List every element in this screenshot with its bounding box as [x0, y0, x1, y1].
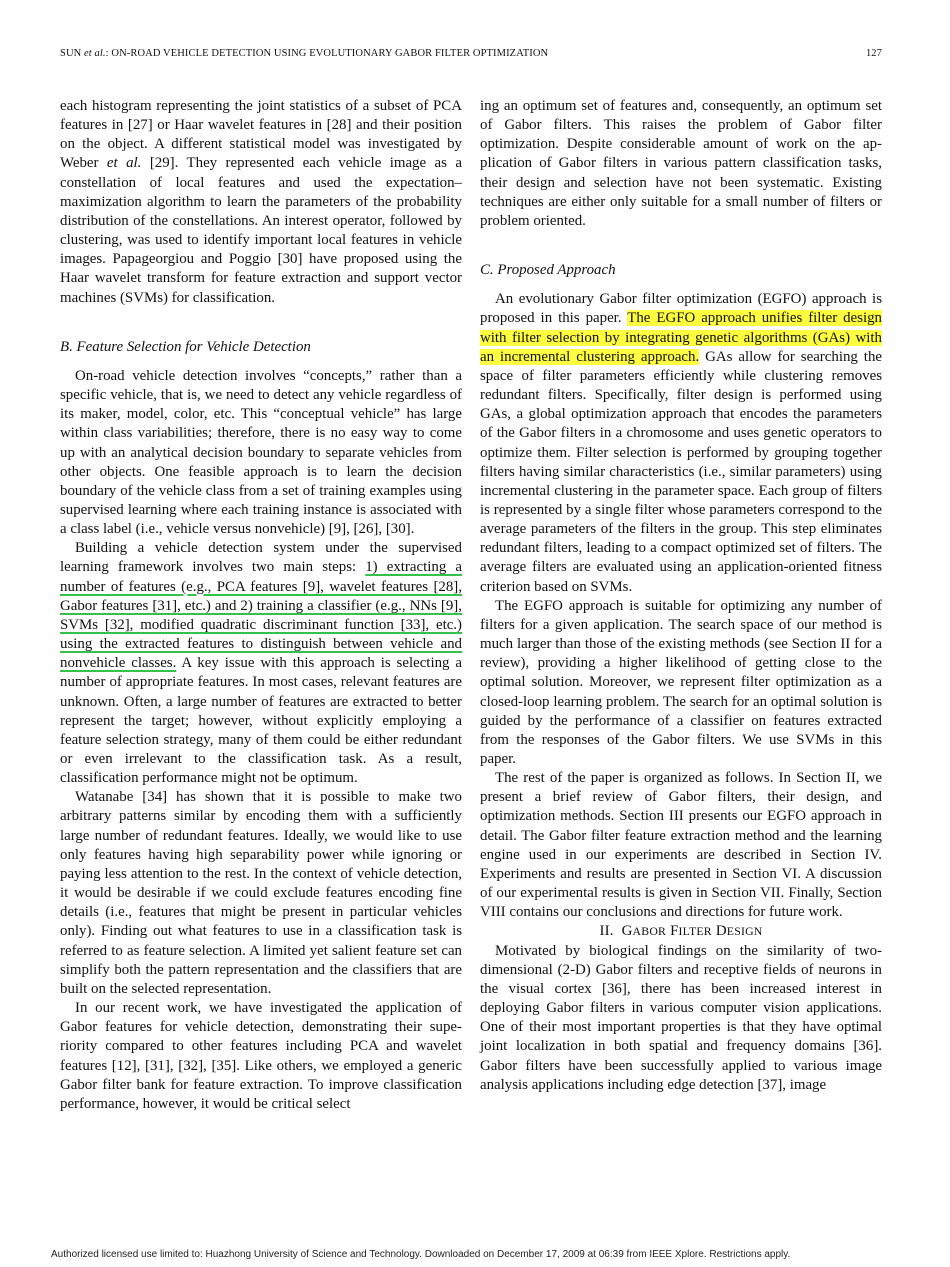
- subsection-heading-b: B. Feature Selection for Vehicle Detection: [60, 338, 311, 355]
- paragraph-c1: An evolutionary Gabor filter optimization (EGFO) approach is proposed in this paper. The EGFO approach unifies filter design with filter selection by integrating genetic algorithms (GAs) with an incremental clustering approach. GAs allow for searching the space of filter parameters efficiently while clustering removes redundant filters. Specifically, filter design is performed using GAs, a global optimization approach that encodes the parameters of the Gabor filters in a chromosome and uses genetic operators to optimize them. Filter selection is performed by grouping together filters having similar characteristics (i.e., similar parameters) using incremental clustering in the parameter space. Each group of filters is represented by a single filter whose parameters correspond to the average parameters of the filters in the group. This step eliminates redundant filters, leading to a compact optimized set of filters. The average filters are evaluated using an application-oriented fitness criterion based on SVMs.: [480, 291, 882, 595]
- page-number: 127: [865, 48, 882, 59]
- subsection-heading-c: C. Proposed Approach: [480, 262, 616, 279]
- paragraph-c3: The rest of the paper is organized as follows. In Section II, we present a brief review of Gabor filters, their design, and optimization methods. Section III presents our EGFO approach in detail. The Gabor filter feature extraction method and the learning engine used in our experiments are described in Section IV. Experiments and results are presented in Section VI. A discussion of our experimental results is given in Section VII. Finally, Section VIII contains our conclusions and directions for future work.: [480, 770, 882, 921]
- highlighted-annotation: The EGFO approach unifies filter design with filter selection by integrating genetic algorithms (GAs) with an incremental clustering approach.: [480, 310, 882, 365]
- underlined-annotation: 1) extracting a number of features (e.g., PCA features [9], wavelet features [28], Gabor features [31], etc.) and 2) training a classifier (e.g., NNs [9], SVMs [32], modified quadratic discriminant function [33], etc.) using the extracted features to distinguish between vehicle and nonvehicle classes.: [60, 559, 462, 672]
- paragraph-b4: In our recent work, we have investigated the application of Gabor features for vehicle detection, demonstrating their superiority compared to other features including PCA and wavelet features [12], [31], [32], [35]. Like others, we employed a generic Gabor filter bank for feature extraction. To improve classification performance, however, it would be critical select: [60, 1000, 462, 1112]
- license-footer: Authorized licensed use limited to: Huazhong University of Science and Technology. Downloaded on December 17, 2009 at 06:39 from IEEE Xplore. Restrictions apply.: [51, 1249, 791, 1260]
- section-heading-ii: II. GABOR FILTER DESIGN: [599, 923, 763, 940]
- running-header: [60, 48, 882, 64]
- paragraph-b1: On-road vehicle detection involves “concepts,” rather than a specific vehicle, that is, we need to detect any vehicle regardless of its maker, model, color, etc. This “conceptual vehicle” has large within class variabilities; therefore, there is no easy way to come up with an analytical decision boundary to separate vehicles from other objects. One feasible approach is to learn the decision boundary of the vehicle class from a set of training examples using supervised learning where each training instance is associated with a class label (i.e., vehicle versus nonvehicle) [9], [26], [30].: [60, 367, 462, 538]
- paragraph-ii1: Motivated by biological findings on the similarity of two-dimensional (2-D) Gabor filters and receptive fields of neurons in the visual cortex [36], there has been increased interest in deploying Gabor filters in various computer vision applications. One of their most important properties is that they have optimal joint localization in both spatial and frequency domains [36]. Gabor filters have been successfully applied to various image analysis applications including edge detection [37], image: [480, 942, 882, 1093]
- running-title: SUN et al.: ON-ROAD VEHICLE DETECTION USING EVOLUTIONARY GABOR FILTER OPTIMIZATION: [60, 48, 549, 59]
- left-column: [60, 97, 462, 1114]
- paragraph-c2: The EGFO approach is suitable for optimizing any number of filters for a given application. The search space of our method is much larger than those of the existing methods (see Section II for a review), providing a higher likelihood of getting close to the optimal solution. Moreover, we represent filter optimization as a closed-loop learning problem. The search for an optimal solution is guided by the performance of a classifier on features extracted from the responses of the Gabor filters. We use SVMs in this paper.: [480, 597, 882, 767]
- paragraph-b3: Watanabe [34] has shown that it is possible to make two arbitrary patterns similar by encoding them with a sufficiently large number of redundant features. Ideally, we would like to use only features having high separability power while ignoring or paying less attention to the rest. In the context of vehicle detection, it would be desirable if we could exclude features encoding fine details (i.e., features that might be present in particular vehicles only). Finding out what features to use in a classification task is referred to as feature selection. A limited yet salient feature set can simplify both the pattern representation and the classifiers that are built on the selected representation.: [60, 789, 462, 997]
- paragraph-continued-right: ing an optimum set of features and, consequently, an optimum set of Gabor filters. This raises the problem of Gabor filter optimization. Despite considerable amount of work on the application of Gabor filters in various pattern classification tasks, their design and selection have not been systematic. Existing techniques are either only suitable for a small number of filters or problem oriented.: [480, 98, 882, 229]
- paragraph-b2: Building a vehicle detection system under the supervised learning framework involves two main steps: 1) extracting a number of features (e.g., PCA features [9], wavelet features [28], Gabor features [31], etc.) and 2) training a classifier (e.g., NNs [9], SVMs [32], modified quadratic discriminant function [33], etc.) using the extracted features to distinguish between vehicle and nonvehicle classes. A key issue with this approach is selecting a number of appropriate features. In most cases, relevant features are unknown. Often, a large number of features are extracted to better represent the target; however, without explicitly employing a feature selection strategy, many of them could be either redundant or even irrelevant to the classification task. As a result, classification performance might not be optimum.: [60, 540, 463, 787]
- right-column: [480, 97, 882, 1095]
- paragraph-continued: each histogram representing the joint statistics of a subset of PCA features in [27] or Haar wavelet features in [28] and their position on the object. A different statistical model was investigated by Weber et al. [29]. They represented each vehicle image as a constellation of local features and used the expectation–maximization algorithm to learn the parameters of the probability distribution of the constellations. An interest operator, followed by clustering, was used to identify important local features in vehicle images. Papageorgiou and Poggio [30] have proposed using the Haar wavelet transform for feature extraction and support vector machines (SVMs) for classification.: [60, 98, 462, 306]
